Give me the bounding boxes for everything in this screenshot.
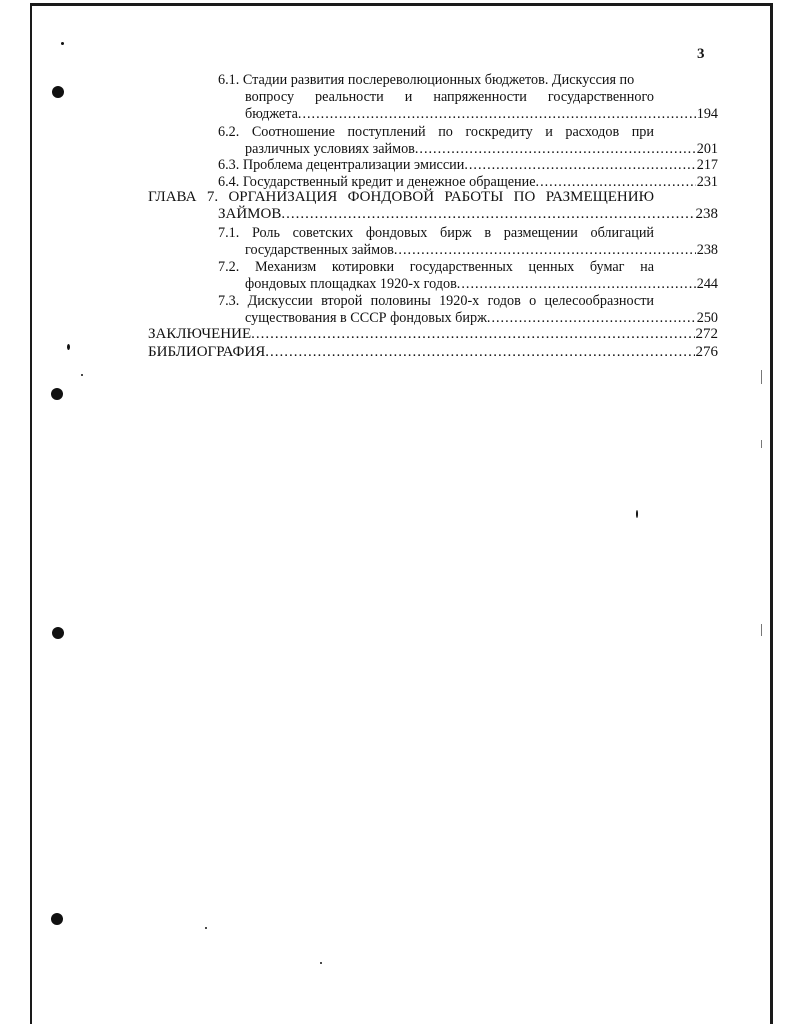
toc-title: государственных займов [245, 242, 394, 258]
toc-leader-dots [457, 276, 696, 293]
toc-line [245, 276, 718, 293]
toc-line [148, 326, 718, 343]
scan-mark [761, 624, 762, 636]
punch-hole-mark [52, 627, 64, 639]
scan-border-right [770, 3, 773, 1024]
toc-page-number: 272 [695, 326, 718, 342]
toc-leader-dots [415, 141, 696, 158]
toc-line: 7.3. Дискуссии второй половины 1920-х годов о целесообразности [218, 293, 654, 309]
toc-page-number: 276 [695, 344, 718, 360]
toc-title: существования в СССР фондовых бирж [245, 310, 487, 326]
toc-entry-7-1[interactable] [218, 225, 718, 259]
scan-speck [320, 962, 322, 964]
toc-page-number: 238 [696, 242, 718, 258]
toc-entry-6-2[interactable] [218, 124, 718, 158]
toc-line [245, 141, 718, 158]
scan-border-left [30, 3, 32, 1024]
toc-leader-dots [251, 326, 694, 343]
toc-title: ЗАЙМОВ [218, 206, 282, 222]
toc-title: ЗАКЛЮЧЕНИЕ [148, 326, 252, 342]
punch-hole-mark [51, 913, 63, 925]
scan-speck [205, 927, 207, 929]
toc-line: 7.1. Роль советских фондовых бирж в размещении облигаций [218, 225, 654, 241]
toc-line [148, 344, 718, 361]
toc-page-number: 231 [696, 174, 718, 190]
toc-title: различных условиях займов [245, 141, 415, 157]
scan-speck [636, 510, 638, 518]
toc-page-number: 217 [696, 157, 718, 173]
toc-leader-dots [487, 310, 696, 327]
toc-line: ГЛАВА 7. ОРГАНИЗАЦИЯ ФОНДОВОЙ РАБОТЫ ПО РАЗМЕЩЕНИЮ [148, 189, 654, 205]
scan-mark [761, 370, 762, 384]
toc-page-number: 244 [696, 276, 718, 292]
toc-title: бюджета [245, 106, 298, 122]
toc-line [245, 310, 718, 327]
toc-entry-7-3[interactable] [218, 293, 718, 327]
toc-line: 7.2. Механизм котировки государственных ценных бумаг на [218, 259, 654, 275]
punch-hole-mark [51, 388, 63, 400]
toc-line [218, 72, 654, 89]
toc-leader-dots [298, 106, 696, 123]
toc-line: вопросу реальности и напряженности государственного [245, 89, 654, 105]
toc-title: 6.1. Стадии развития послереволюционных бюджетов. Дискуссия по [218, 72, 635, 88]
scan-speck [67, 344, 70, 350]
scan-speck [61, 42, 64, 45]
toc-bibliography[interactable] [148, 344, 718, 361]
toc-title: фондовых площадках 1920-х годов [245, 276, 457, 292]
page-number: 3 [697, 46, 705, 62]
toc-title: БИБЛИОГРАФИЯ [148, 344, 266, 360]
scan-mark [761, 440, 762, 448]
toc-title: 6.4. Государственный кредит и денежное обращение [218, 174, 536, 190]
scan-border-top [30, 3, 772, 6]
toc-title: 6.3. Проблема децентрализации эмиссии [218, 157, 465, 173]
toc-page-number: 201 [696, 141, 718, 157]
scan-speck [81, 374, 83, 376]
toc-line [218, 206, 718, 223]
toc-line [218, 157, 718, 174]
punch-hole-mark [52, 86, 64, 98]
toc-conclusion[interactable] [148, 326, 718, 343]
toc-leader-dots [265, 344, 694, 361]
toc-entry-7-2[interactable] [218, 259, 718, 293]
toc-chapter-7[interactable] [148, 189, 718, 223]
toc-leader-dots [394, 242, 696, 259]
toc-page-number: 194 [696, 106, 718, 122]
toc-page-number: 250 [696, 310, 718, 326]
toc-line [245, 106, 718, 123]
toc-leader-dots [281, 206, 694, 223]
toc-line [245, 242, 718, 259]
toc-entry-6-1[interactable] [218, 72, 718, 123]
toc-entry-6-3[interactable] [218, 157, 718, 174]
toc-line: 6.2. Соотношение поступлений по госкредиту и расходов при [218, 124, 654, 140]
toc-page-number: 238 [695, 206, 718, 222]
toc-leader-dots [464, 157, 695, 174]
